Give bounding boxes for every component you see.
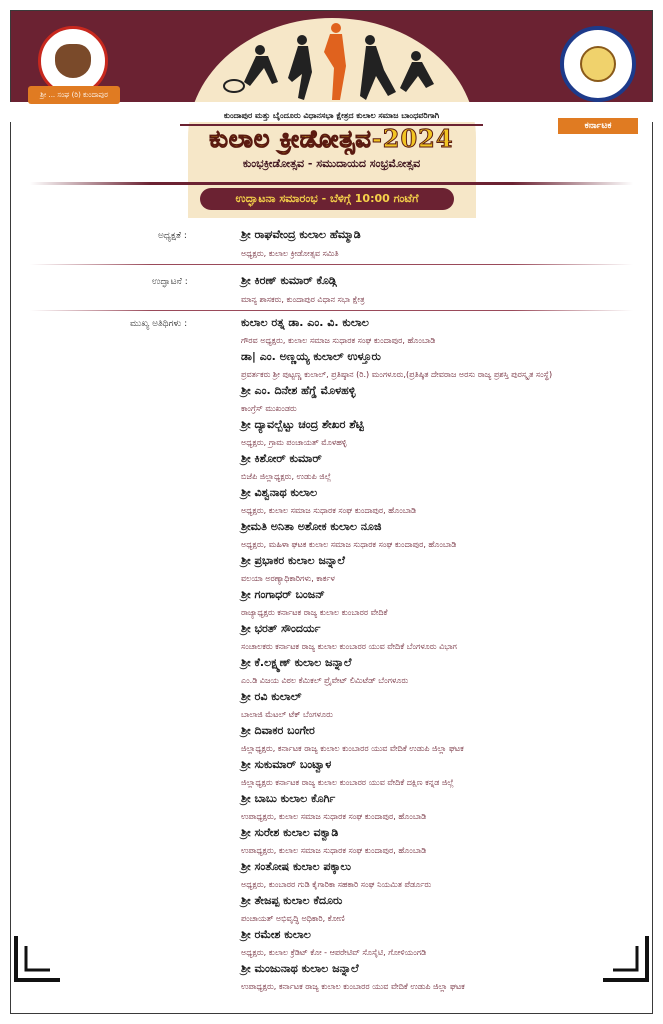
- guests-label: ಮುಖ್ಯ ಅತಿಥಿಗಳು :: [130, 319, 188, 329]
- guest-name: ಶ್ರೀ ಸಂತೋಷ ಕುಲಾಲ ಪಕ್ಕಾಲು: [241, 860, 351, 873]
- guest-desc: ಅಧ್ಯಕ್ಷರು, ಗ್ರಾಮ ಪಂಚಾಯತ್ ಮೊಳಹಳ್ಳಿ: [241, 438, 347, 447]
- corner-ornament-bottom-right: [603, 936, 649, 982]
- subtitle-top: ಕುಂದಾಪುರ ಮತ್ತು ಬೈಂದೂರು ವಿಧಾನಸಭಾ ಕ್ಷೇತ್ರದ ಕುಲಾಲ ಸಮಾಜ ಬಾಂಧವರಿಗಾಗಿ: [223, 111, 440, 120]
- guest-name: ಶ್ರೀ ಸುಕುಮಾರ್ ಬಂಟ್ವಾಳ: [241, 758, 332, 771]
- guest-name: ಶ್ರೀ ಭರತ್ ಸೌಂದರ್ಯ: [241, 622, 321, 635]
- header-divider: [30, 182, 633, 185]
- guest-desc: ಎಂ.ಡಿ ವಿಜಯ ವಿಠಲ ಕೆಮಿಕಲ್ ಪ್ರೈವೇಟ್ ಲಿಮಿಟೆಡ್ ಬೆಂಗಳೂರು: [241, 676, 409, 685]
- guest-name: ಶ್ರೀ ಸುರೇಶ ಕುಲಾಲ ವಕ್ವಾಡಿ: [241, 826, 339, 839]
- guest-desc: ಬಿಜೆಪಿ ಜಿಲ್ಲಾಧ್ಯಕ್ಷರು, ಉಡುಪಿ ಜಿಲ್ಲೆ: [241, 472, 332, 481]
- sports-figures-illustration: [220, 22, 450, 102]
- guest-desc: ಪಂಚಾಯತ್ ಅಭಿವೃದ್ಧಿ ಅಧಿಕಾರಿ, ಕೋಣಿ: [241, 914, 345, 923]
- president-label: ಅಧ್ಯಕ್ಷತೆ :: [158, 231, 187, 241]
- emblem-icon: [580, 46, 616, 82]
- guest-name: ಶ್ರೀ ವಿಶ್ವನಾಥ ಕುಲಾಲ: [241, 486, 318, 499]
- page-title: ಕುಲಾಲ ಕ್ರೀಡೋತ್ಸವ-2024: [209, 124, 454, 153]
- guest-desc: ಉಪಾಧ್ಯಕ್ಷರು, ಕುಲಾಲ ಸಮಾಜ ಸುಧಾರಕ ಸಂಘ ಕುಂದಾಪುರ, ಹೊಂಬಾಡಿ: [241, 812, 427, 821]
- right-logo: [552, 26, 644, 131]
- guest-name: ಶ್ರೀ ದ್ಯಾವಲ್ಬೆಟ್ಟು ಚಂದ್ರ ಶೇಖರ ಶೆಟ್ಟಿ: [241, 418, 364, 431]
- right-logo-disc: [560, 26, 636, 102]
- guest-desc: ಉಪಾಧ್ಯಕ್ಷರು, ಕರ್ನಾಟಕ ರಾಜ್ಯ ಕುಲಾಲ ಕುಂಬಾರರ ಯುವ ವೇದಿಕೆ ಉಡುಪಿ ಜಿಲ್ಲಾ ಘಟಕ: [241, 982, 465, 991]
- guest-name: ಶ್ರೀ ಎಂ. ದಿನೇಶ ಹೆಗ್ಡೆ ಮೊಳಹಳ್ಳಿ: [241, 384, 356, 397]
- guest-name: ಶ್ರೀ ರಮೇಶ ಕುಲಾಲ: [241, 928, 311, 941]
- guest-name: ಶ್ರೀ ಮಂಜುನಾಥ ಕುಲಾಲ ಜನ್ನಾಲೆ: [241, 962, 359, 975]
- guest-desc: ಜಿಲ್ಲಾಧ್ಯಕ್ಷರು ಕರ್ನಾಟಕ ರಾಜ್ಯ ಕುಲಾಲ ಕುಂಬಾರರ ಯುವ ವೇದಿಕೆ ದಕ್ಷಿಣ ಕನ್ನಡ ಜಿಲ್ಲೆ: [241, 778, 454, 787]
- left-logo-ribbon: ಶ್ರೀ ... ಸಂಘ (ರಿ) ಕುಂದಾಪುರ: [28, 86, 120, 104]
- left-logo: [28, 26, 120, 108]
- guest-desc: ಜಿಲ್ಲಾಧ್ಯಕ್ಷರು, ಕರ್ನಾಟಕ ರಾಜ್ಯ ಕುಲಾಲ ಕುಂಬಾರರ ಯುವ ವೇದಿಕೆ ಉಡುಪಿ ಜಿಲ್ಲಾ ಘಟಕ: [241, 744, 464, 753]
- guest-desc: ಕಾಂಗ್ರೆಸ್ ಮುಖಂಡರು: [241, 404, 297, 413]
- guest-desc: ಉಪಾಧ್ಯಕ್ಷರು, ಕುಲಾಲ ಸಮಾಜ ಸುಧಾರಕ ಸಂಘ ಕುಂದಾಪುರ, ಹೊಂಬಾಡಿ: [241, 846, 427, 855]
- guest-name: ಶ್ರೀ ಕಿಶೋರ್ ಕುಮಾರ್: [241, 452, 322, 465]
- right-logo-tag: ಕರ್ನಾಟಕ: [558, 118, 638, 134]
- guest-desc: ಬಾಲಾಜಿ ಮೆಟಲ್ ಟೆಕ್ ಬೆಂಗಳೂರು: [241, 710, 333, 719]
- guest-name: ಶ್ರೀ ಪ್ರಭಾಕರ ಕುಲಾಲ ಜನ್ನಾಲೆ: [241, 554, 345, 567]
- guest-name: ಕುಲಾಲ ರತ್ನ ಡಾ. ಎಂ. ವಿ. ಕುಲಾಲ: [241, 316, 369, 329]
- inauguration-name: ಶ್ರೀ ಕಿರಣ್ ಕುಮಾರ್ ಕೊಡ್ಗಿ: [241, 274, 337, 287]
- president-name: ಶ್ರೀ ರಾಘವೇಂದ್ರ ಕುಲಾಲ ಹೆಮ್ಮಾಡಿ: [241, 228, 361, 241]
- guest-name: ಶ್ರೀ ತೇಜಪ್ಪ ಕುಲಾಲ ಕೆದೂರು: [241, 894, 343, 907]
- guest-name: ಡಾ| ಎಂ. ಅಣ್ಣಯ್ಯ ಕುಲಾಲ್ ಉಳ್ತೂರು: [241, 350, 381, 363]
- guest-desc: ಸಂಚಾಲಕರು ಕರ್ನಾಟಕ ರಾಜ್ಯ ಕುಲಾಲ ಕುಂಬಾರರ ಯುವ ವೇದಿಕೆ ಬೆಂಗಳೂರು ವಿಭಾಗ: [241, 642, 457, 651]
- guest-name: ಶ್ರೀ ಗಂಗಾಧರ್ ಬಂಜನ್: [241, 588, 325, 601]
- guest-name: ಶ್ರೀ ಬಾಬು ಕುಲಾಲ ಕೊರ್ಗಿ: [241, 792, 336, 805]
- guest-desc: ಅಧ್ಯಕ್ಷರು, ಕುಲಾಲ ಕ್ರೆಡಿಟ್ ಕೋ - ಆಪರೇಟಿವ್ ಸೊಸೈಟಿ, ಗೋಳಿಯಂಗಡಿ: [241, 948, 427, 957]
- pot-icon: [55, 44, 91, 78]
- guest-name: ಶ್ರೀ ಕೆ.ಲಕ್ಷ್ಮಣ್ ಕುಲಾಲ ಜನ್ನಾಲೆ: [241, 656, 352, 669]
- guest-desc: ಅಧ್ಯಕ್ಷರು, ಕುಂಬಾರರ ಗುಡಿ ಕೈಗಾರಿಕಾ ಸಹಕಾರಿ ಸಂಘ ನಿಯಮಿತ ಪೆರ್ಡೂರು: [241, 880, 432, 889]
- corner-ornament-bottom-left: [14, 936, 60, 982]
- section-divider: [30, 264, 633, 265]
- president-desc: ಅಧ್ಯಕ್ಷರು, ಕುಲಾಲ ಕ್ರೀಡೋತ್ಸವ ಸಮಿತಿ: [241, 249, 339, 258]
- guest-desc: ವಲಯಾ ಅರಣ್ಯಾಧಿಕಾರಿಗಳು, ಕಾರ್ಕಳ: [241, 574, 335, 583]
- guest-desc: ಪ್ರವರ್ತಕರು ಶ್ರೀ ಪುಟ್ಟಣ್ಣ ಕುಲಾಲ್, ಪ್ರತಿಷ್ಠಾನ (ರಿ.) ಮಂಗಳೂರು,(ಪ್ರತಿಷ್ಠಿತ ದೇವರಾಜ ಅರಸು ರಾಜ್ಯ ಪ್ರಶಸ್ತಿ ಪುರಸ್ಕೃತ ಸಂಸ್ಥೆ): [241, 370, 553, 379]
- subtitle-bottom: ಕುಂಭಕ್ರೀಡೋತ್ಸವ - ಸಮುದಾಯದ ಸಂಭ್ರಮೋತ್ಸವ: [242, 157, 421, 170]
- guest-desc: ಗೌರವ ಅಧ್ಯಕ್ಷರು, ಕುಲಾಲ ಸಮಾಜ ಸುಧಾರಕ ಸಂಘ ಕುಂದಾಪುರ, ಹೊಂಬಾಡಿ: [241, 336, 436, 345]
- event-time-pill: ಉದ್ಘಾಟನಾ ಸಮಾರಂಭ - ಬೆಳಿಗ್ಗೆ 10:00 ಗಂಟೆಗೆ: [200, 188, 454, 210]
- section-divider: [30, 310, 633, 311]
- guest-desc: ರಾಜ್ಯಾಧ್ಯಕ್ಷರು ಕರ್ನಾಟಕ ರಾಜ್ಯ ಕುಲಾಲ ಕುಂಬಾರರ ವೇದಿಕೆ: [241, 608, 388, 617]
- guest-desc: ಅಧ್ಯಕ್ಷರು, ಮಹಿಳಾ ಘಟಕ ಕುಲಾಲ ಸಮಾಜ ಸುಧಾರಕ ಸಂಘ ಕುಂದಾಪುರ, ಹೊಂಬಾಡಿ: [241, 540, 457, 549]
- guest-name: ಶ್ರೀಮತಿ ಅನಿತಾ ಅಶೋಕ ಕುಲಾಲ ನೂಜಿ: [241, 520, 382, 533]
- inauguration-desc: ಮಾನ್ಯ ಶಾಸಕರು, ಕುಂದಾಪುರ ವಿಧಾನ ಸಭಾ ಕ್ಷೇತ್ರ: [241, 295, 365, 304]
- guest-name: ಶ್ರೀ ದಿವಾಕರ ಬಂಗೇರ: [241, 724, 315, 737]
- guest-name: ಶ್ರೀ ರವಿ ಕುಲಾಲ್: [241, 690, 302, 703]
- inauguration-label: ಉದ್ಘಾಟನೆ :: [152, 277, 188, 287]
- guest-desc: ಅಧ್ಯಕ್ಷರು, ಕುಲಾಲ ಸಮಾಜ ಸುಧಾರಕ ಸಂಘ ಕುಂದಾಪುರ, ಹೊಂಬಾಡಿ: [241, 506, 417, 515]
